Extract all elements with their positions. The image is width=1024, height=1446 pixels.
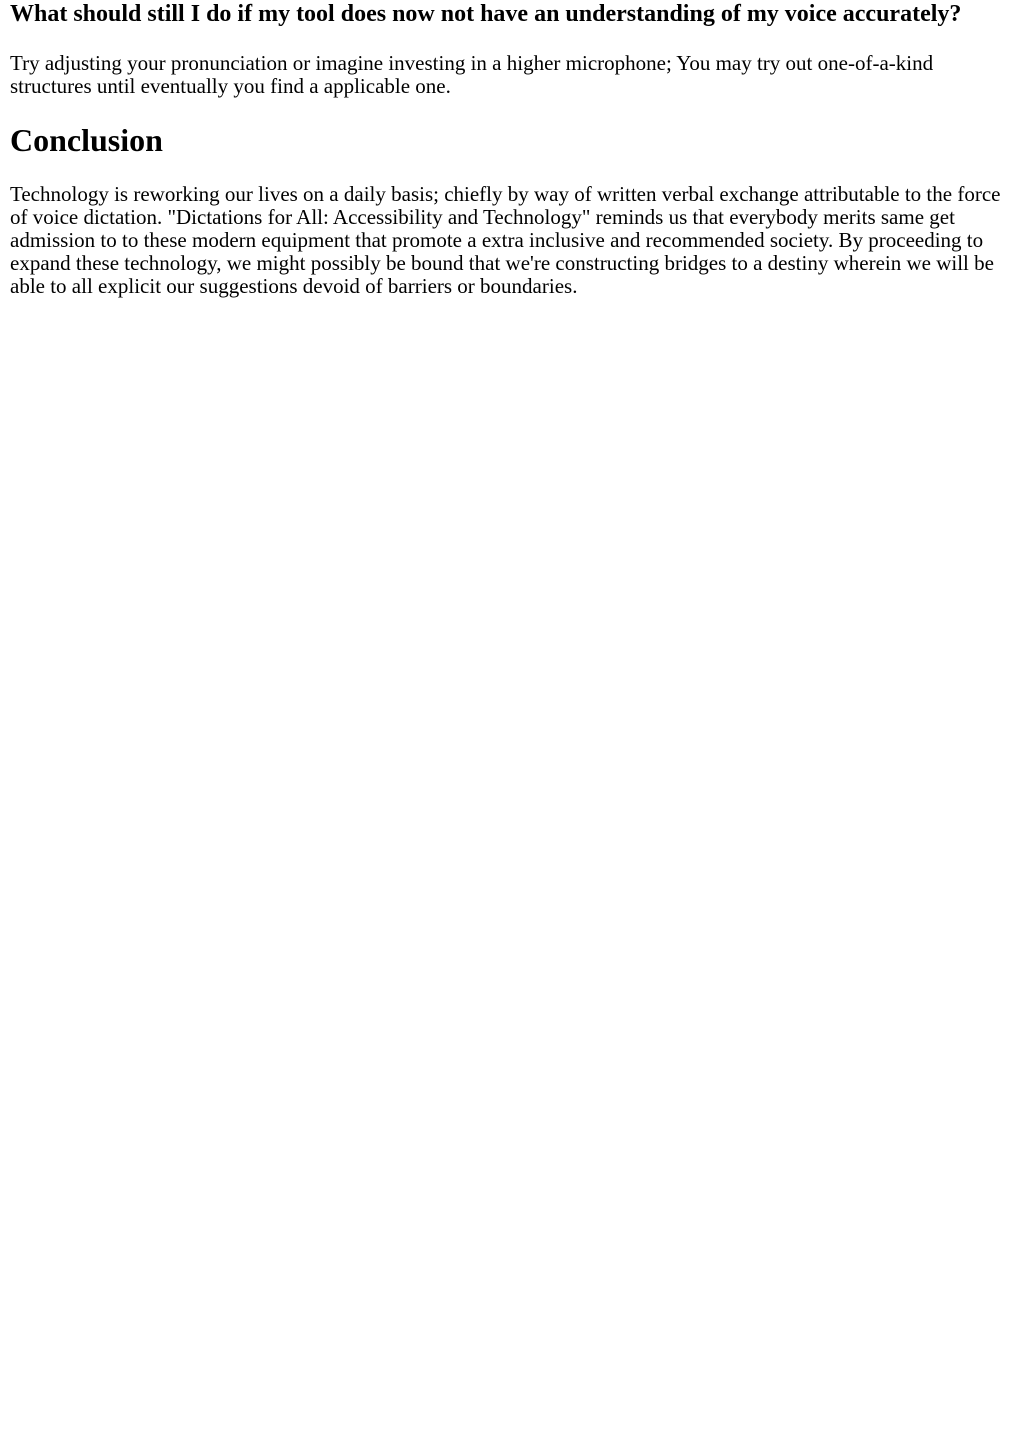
conclusion-paragraph: Technology is reworking our lives on a daily basis; chiefly by way of written verbal exchange attributable to the force of voice dictation. "Dictations for All: Accessibility and Technology" reminds us that everybody merits same get admission to to these modern equipment that promote a extra inclusive and recommended society. By proceeding to expand these technology, we might possibly be bound that we're constructing bridges to a destiny wherein we will be able to all explicit our suggestions devoid of barriers or boundaries. <box>10 182 1001 298</box>
faq-answer-paragraph: Try adjusting your pronunciation or imagine investing in a higher microphone; You may try out one-of-a-kind structures until eventually you find a applicable one. <box>10 51 934 98</box>
faq-question-heading: What should still I do if my tool does now not have an understanding of my voice accurately? <box>10 1 962 27</box>
conclusion-heading: Conclusion <box>10 122 163 158</box>
